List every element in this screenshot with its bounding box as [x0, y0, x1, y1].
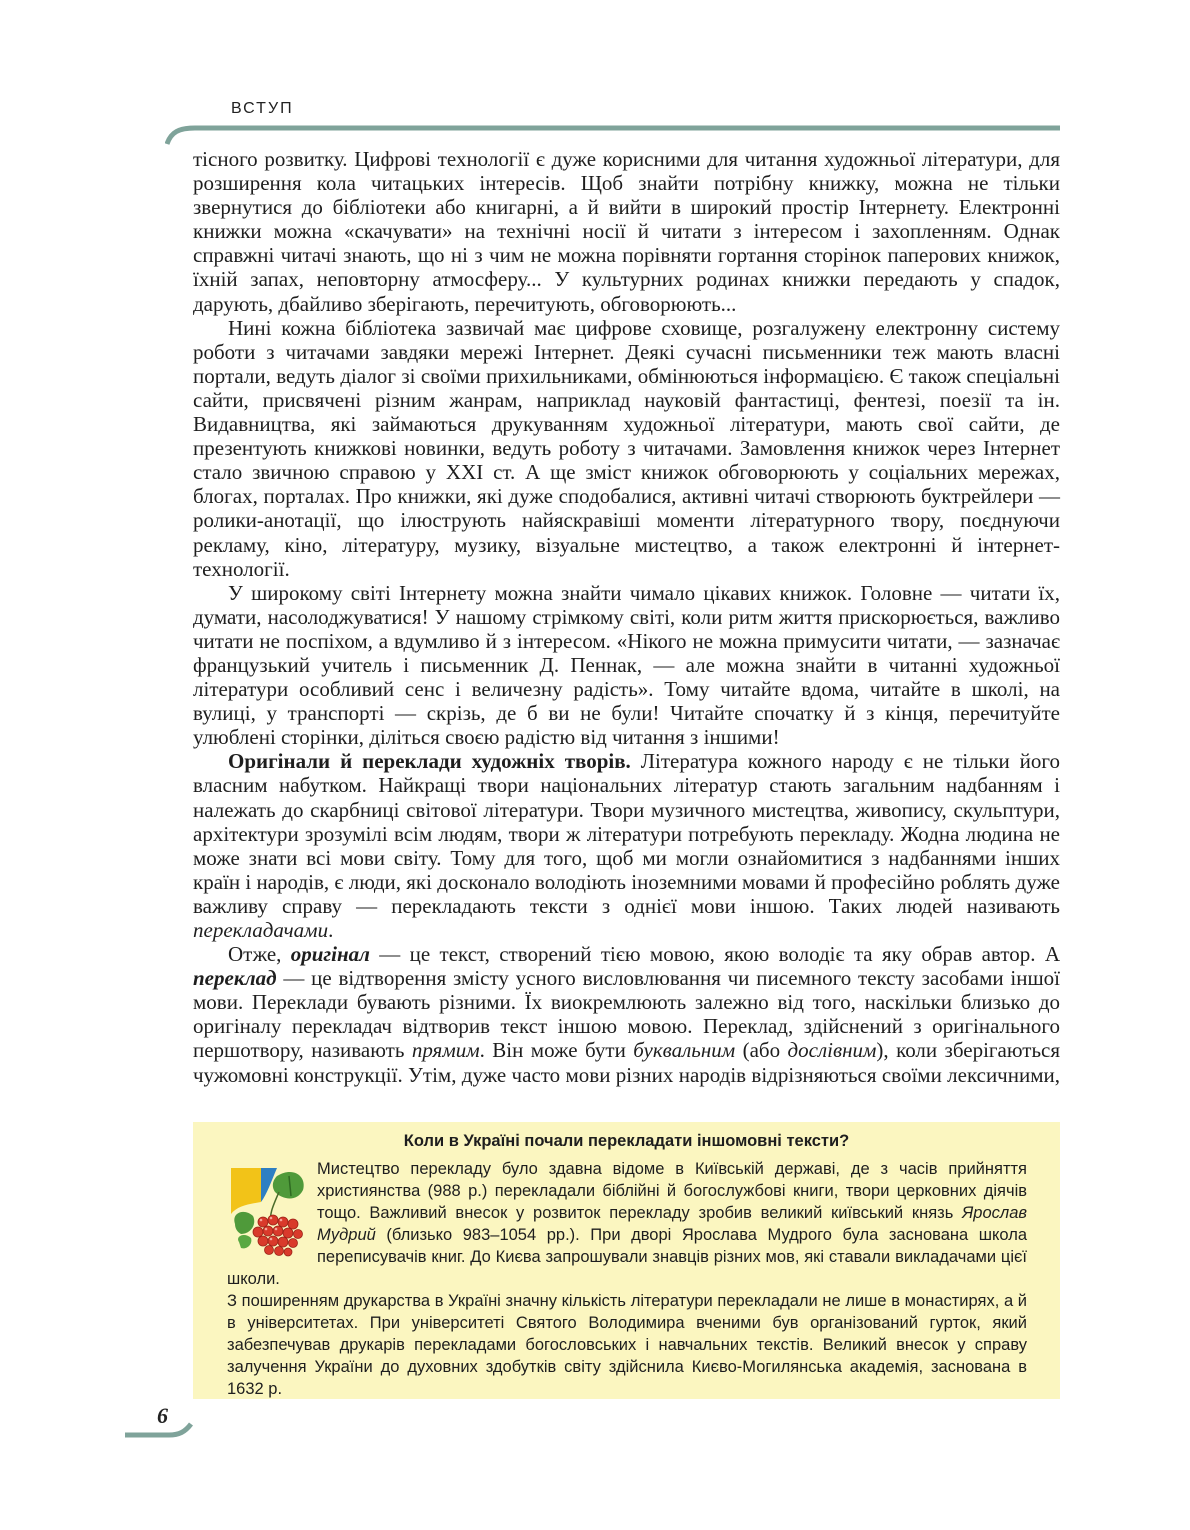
- name-yaroslav: Ярослав Мудрий: [317, 1204, 1027, 1244]
- paragraph-5: Отже, оригінал — це текст, створений тією мовою, якою володіє та яку обрав автор. А переклад — це відтворення змісту усного висловлювання чи писемного тексту засобами іншої мови. Переклади бувають різними. Їх виокремлюють залежно від того, наскільки близько до оригіналу перекладач відтворив текст іншою мовою. Переклад, здійснений з оригінального першотвору, називають прямим. Він може бути буквальним (або дослівним), коли зберігаються чужомовні конструкції. Утім, дуже часто мови різних народів відрізняються своїми лексичними,: [193, 942, 1060, 1087]
- paragraph-3: У широкому світі Інтернету можна знайти чимало цікавих книжок. Головне — читати їх, думати, насолоджуватися! У нашому стрімкому світі, коли ритм життя прискорюється, важливо читати не поспіхом, а вдумливо й з інтересом. «Нікого не можна примусити читати, — зазначає французький учитель і письменник Д. Пеннак, — але можна знайти в читанні художньої літератури особливий сенс і величезну радість». Тому читайте вдома, читайте в школі, на вулиці, у транспорті — скрізь, де б ви не були! Читайте спочатку й з кінця, перечитуйте улюблені сторінки, діліться своєю радістю від читання з іншими!: [193, 580, 1060, 750]
- paragraph-1: тісного розвитку. Цифрові технології є дуже корисними для читання художньої літератури, для розширення кола читацьких інтересів. Щоб знайти потрібну книжку, можна не тільки звернутися до бібліотеки або книгарні, а й вийти в широкий простір Інтернету. Електронні книжки можна «скачувати» на технічні носії й читати з інтересом і захопленням. Однак справжні читачі знають, що ні з чим не можна порівняти гортання сторінок паперових книжок, їхній запах, неповторну атмосферу... У культурних родинах книжки передають у спадок, дарують, дбайливо зберігають, перечитують, обговорюють...: [193, 147, 1060, 316]
- page-number: 6: [157, 1403, 168, 1428]
- info-paragraph-2: З поширенням друкарства в Україні значну кількість літератури перекладали не лише в монастирях, а й в університетах. При університеті Святого Володимира вченими був організований гурток, який забезпечував друкарів перекладами богословських і навчальних текстів. Великий внесок у справу залучення України до духовних здобутків світу здійснила Києво-Могилянська академія, заснована в 1632 р.: [227, 1292, 1027, 1398]
- viburnum-emblem-icon: [227, 1162, 309, 1262]
- footer-rule: [125, 1420, 197, 1444]
- body-text: [193, 147, 1060, 1087]
- term-word-for-word: дослівним: [787, 1038, 877, 1063]
- term-original: оригінал: [290, 942, 370, 967]
- info-box-text: [227, 1158, 1027, 1400]
- info-paragraph-1: Мистецтво перекладу було здавна відоме в Київській державі, де з часів прийняття християнства (988 р.) перекладали біблійні й богослужбові книги, твори церковних діячів тощо. Важливий внесок у розвиток перекладу зробив великий київський князь Ярослав Мудрий (близько 983–1054 рр.). При дворі Ярослава Мудрого була заснована школа переписувачів книг. До Києва запрошували знавців різних мов, які ставали викладачами цієї школи.: [227, 1160, 1027, 1288]
- info-box-title: Коли в Україні почали перекладати іншомовні тексти?: [403, 1132, 850, 1150]
- term-translators: перекладачами: [193, 918, 329, 942]
- paragraph-4: Оригінали й переклади художніх творів. Література кожного народу є не тільки його власним набутком. Найкращі твори національних літератур стають загальним надбанням і належать до скарбниці світової літератури. Твори музичного мистецтва, живопису, скульптури, архітектури зрозумілі всім людям, твори ж літератури потребують перекладу. Жодна людина не може знати всі мови світу. Тому для того, щоб ми могли ознайомитися з надбаннями інших країн і народів, є люди, які досконало володіють іноземними мовами й професійно роблять дуже важливу справу — перекладають тексти з однієї мови іншою. Таких людей називають перекладачами.: [193, 749, 1060, 942]
- term-literal: буквальним: [633, 1038, 736, 1063]
- section-label: ВСТУП: [231, 100, 294, 117]
- subheading-originals: Оригінали й переклади художніх творів.: [228, 749, 631, 774]
- term-direct: прямим: [411, 1038, 480, 1063]
- term-translation: переклад: [193, 966, 277, 991]
- header-rule: [165, 122, 1060, 146]
- paragraph-2: Нині кожна бібліотека зазвичай має цифрове сховище, розгалужену електронну систему роботи з читачами завдяки мережі Інтернет. Деякі сучасні письменники теж мають власні портали, ведуть діалог зі своїми прихильниками, обмінюються інформацією. Є також спеціальні сайти, присвячені різним жанрам, наприклад науковій фантастиці, фентезі, поезії та ін. Видавництва, які займаються друкуванням художньої літератури, мають свої сайти, де презентують книжкові новинки, ведуть роботу з читачами. Замовлення книжок через Інтернет стало звичною справою у XXI ст. А ще зміст книжок обговорюють у соціальних мережах, блогах, порталах. Про книжки, які дуже сподобалися, активні читачі створюють буктрейлери — ролики-анотації, що ілюструють найяскравіші моменти літературного твору, поєднуючи рекламу, кіно, літературу, музику, візуальне мистецтво, а також електронні й інтернет-технології.: [193, 315, 1060, 581]
- info-box: [193, 1122, 1060, 1399]
